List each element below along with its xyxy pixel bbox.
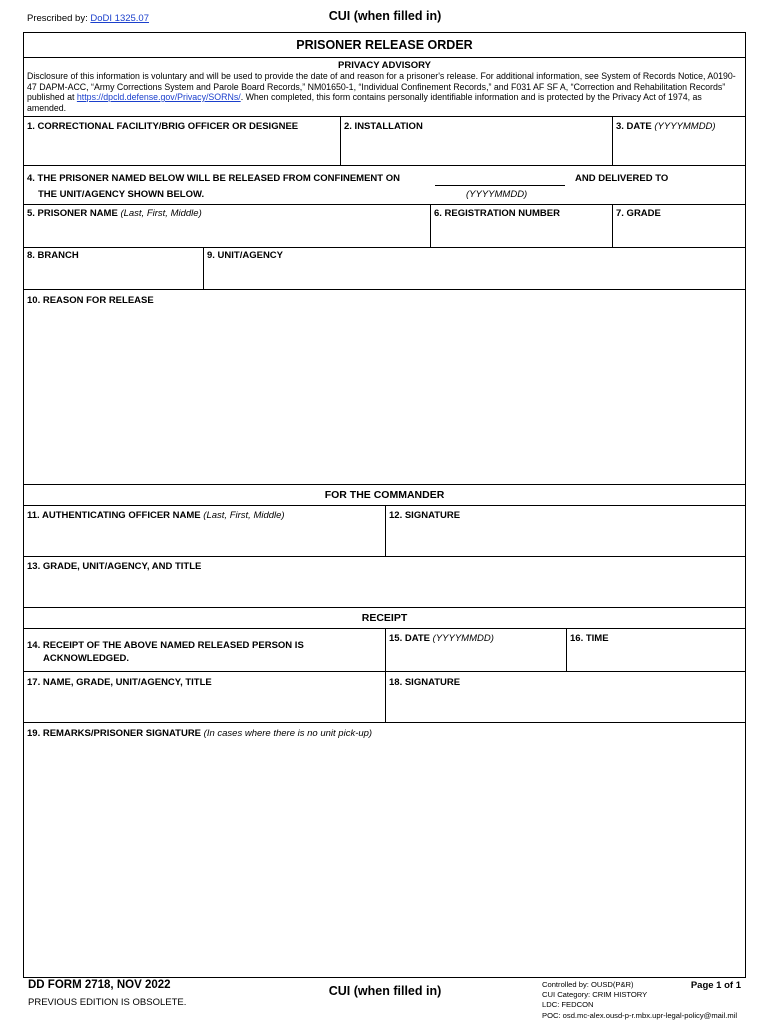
- divider: [612, 116, 613, 165]
- field-6-label: 6. REGISTRATION NUMBER: [434, 208, 560, 219]
- page-number: Page 1 of 1: [690, 980, 741, 991]
- divider: [340, 116, 341, 165]
- reason-for-release-area[interactable]: [24, 305, 744, 483]
- field-11-label: 11. AUTHENTICATING OFFICER NAME (Last, First, Middle): [27, 510, 285, 521]
- field-17-label: 17. NAME, GRADE, UNIT/AGENCY, TITLE: [27, 677, 212, 688]
- divider: [612, 204, 613, 247]
- privacy-text: Disclosure of this information is voluntary and will be used to provide the date of and reason for a prisoner's release. For additional information, see System of Records Notice, A0190-47 DAPM-ACC, “Army Corrections System and Parole Board Records,” NM01650-1, “Individual Confinement Records,” and F031 AF SF A, “Correction and Rehabilitation Records” published at https://dpcld.defense.gov/Privacy/SORNs/. When completed, this form contains personally identifiable information and is protected by the Privacy Act of 1974, as amended.: [27, 71, 736, 113]
- field-13-label: 13. GRADE, UNIT/AGENCY, AND TITLE: [27, 561, 202, 572]
- field-1-label: 1. CORRECTIONAL FACILITY/BRIG OFFICER OR DESIGNEE: [27, 121, 299, 132]
- field-19-label: 19. REMARKS/PRISONER SIGNATURE (In cases where there is no unit pick-up): [27, 728, 373, 739]
- cui-designation: Controlled by: OUSD(P&R) CUI Category: CRIM HISTORY LDC: FEDCON POC: osd.mc-alex.ousd-p-r.mbx.upr-legal-policy@mail.mil: [542, 980, 738, 1020]
- divider: [385, 671, 386, 722]
- field-4-hint: (YYYYMMDD): [466, 189, 528, 200]
- divider: [385, 505, 386, 556]
- field-4-unit: THE UNIT/AGENCY SHOWN BELOW.: [38, 189, 205, 200]
- field-4-delivered: AND DELIVERED TO: [575, 173, 669, 184]
- field-4-label: 4. THE PRISONER NAMED BELOW WILL BE RELEASED FROM CONFINEMENT ON: [27, 173, 400, 184]
- cui-bottom: CUI (when filled in): [328, 984, 442, 998]
- remarks-area[interactable]: [24, 740, 744, 976]
- divider: [23, 607, 746, 608]
- field-8-label: 8. BRANCH: [27, 250, 79, 261]
- field-9-label: 9. UNIT/AGENCY: [207, 250, 284, 261]
- privacy-title: PRIVACY ADVISORY: [338, 60, 431, 71]
- divider: [23, 57, 746, 58]
- divider: [23, 116, 746, 117]
- form-id: DD FORM 2718, NOV 2022: [28, 979, 171, 991]
- divider: [430, 204, 431, 247]
- field-10-label: 10. REASON FOR RELEASE: [27, 295, 154, 306]
- divider: [203, 247, 204, 289]
- field-18-label: 18. SIGNATURE: [389, 677, 461, 688]
- receipt-heading: RECEIPT: [361, 612, 408, 624]
- field-12-label: 12. SIGNATURE: [389, 510, 461, 521]
- field-15-label: 15. DATE (YYYYMMDD): [389, 633, 494, 644]
- field-16-label: 16. TIME: [570, 633, 609, 644]
- field-14-label-2: ACKNOWLEDGED.: [43, 653, 130, 664]
- cui-top: CUI (when filled in): [328, 9, 442, 23]
- prescribed-link[interactable]: DoDI 1325.07: [90, 13, 149, 24]
- divider: [23, 165, 746, 166]
- divider: [566, 628, 567, 671]
- sorn-link[interactable]: https://dpcld.defense.gov/Privacy/SORNs/: [76, 92, 241, 102]
- field-3-label: 3. DATE (YYYYMMDD): [616, 121, 716, 132]
- divider: [23, 204, 746, 205]
- divider: [23, 556, 746, 557]
- field-7-label: 7. GRADE: [616, 208, 661, 219]
- form-title: PRISONER RELEASE ORDER: [296, 38, 473, 52]
- obsolete-note: PREVIOUS EDITION IS OBSOLETE.: [28, 997, 187, 1008]
- field-2-label: 2. INSTALLATION: [344, 121, 423, 132]
- divider: [23, 484, 746, 485]
- release-date-line[interactable]: [435, 185, 565, 186]
- prescribed-label: Prescribed by:: [27, 13, 88, 24]
- divider: [23, 289, 746, 290]
- field-5-label: 5. PRISONER NAME (Last, First, Middle): [27, 208, 202, 219]
- commander-heading: FOR THE COMMANDER: [324, 489, 445, 501]
- field-14-label: 14. RECEIPT OF THE ABOVE NAMED RELEASED PERSON IS: [27, 640, 304, 651]
- divider: [23, 247, 746, 248]
- divider: [23, 722, 746, 723]
- divider: [385, 628, 386, 671]
- prescribed-by: [27, 13, 149, 24]
